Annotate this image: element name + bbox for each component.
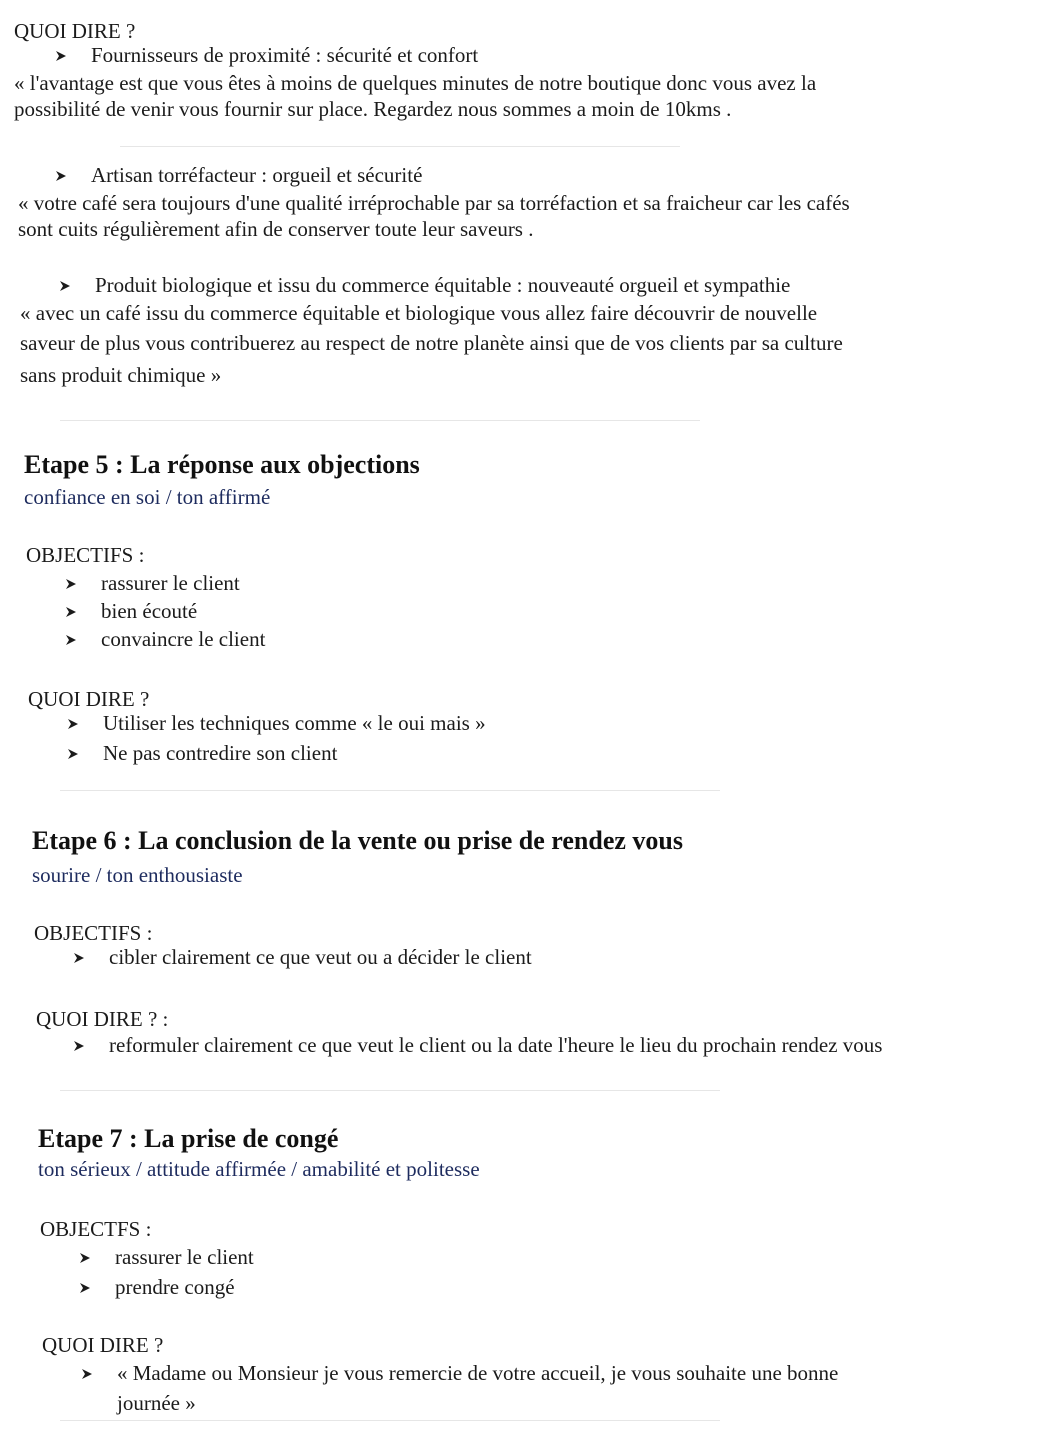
- arrow-bullet-icon: [80, 1283, 90, 1293]
- list-item-label: Fournisseurs de proximité : sécurité et confort: [91, 43, 479, 67]
- quoi-dire-heading: QUOI DIRE ?: [14, 19, 136, 43]
- bleed-through-line: [120, 146, 680, 147]
- list-item: [80, 1274, 235, 1300]
- arrow-bullet-icon: [60, 281, 70, 291]
- quote-line: « avec un café issu du commerce équitable et biologique vous allez faire découvrir de nouvelle: [20, 301, 818, 325]
- list-item-label: « Madame ou Monsieur je vous remercie de votre accueil, je vous souhaite une bonne: [117, 1361, 839, 1385]
- bleed-through-line: [60, 1420, 720, 1421]
- arrow-bullet-icon: [80, 1253, 90, 1263]
- list-item: [56, 162, 422, 188]
- bleed-through-line: [60, 420, 700, 421]
- list-item-label: rassurer le client: [101, 571, 240, 595]
- list-item: [66, 598, 197, 624]
- objectifs-heading: OBJECTIFS :: [26, 543, 145, 567]
- arrow-bullet-icon: [68, 719, 78, 729]
- arrow-bullet-icon: [66, 607, 76, 617]
- list-item-label: prendre congé: [115, 1275, 235, 1299]
- list-item-label: Ne pas contredire son client: [103, 741, 338, 765]
- quote-line: possibilité de venir vous fournir sur place. Regardez nous sommes a moin de 10kms .: [14, 97, 732, 121]
- list-item-label: reformuler clairement ce que veut le client ou la date l'heure le lieu du prochain rendez vous: [109, 1033, 883, 1057]
- list-item-label: rassurer le client: [115, 1245, 254, 1269]
- quote-line: saveur de plus vous contribuerez au respect de notre planète ainsi que de vos clients par sa culture: [20, 331, 843, 355]
- list-item-continuation: journée »: [117, 1391, 196, 1415]
- quoi-dire-heading: QUOI DIRE ?: [42, 1333, 164, 1357]
- list-item: [74, 944, 532, 970]
- section-subtitle: confiance en soi / ton affirmé: [24, 485, 271, 509]
- objectifs-heading: OBJECTIFS :: [34, 921, 153, 945]
- list-item: [66, 626, 265, 652]
- list-item-label: bien écouté: [101, 599, 198, 623]
- quoi-dire-heading: QUOI DIRE ?: [28, 687, 150, 711]
- arrow-bullet-icon: [56, 171, 66, 181]
- list-item: [66, 570, 240, 596]
- arrow-bullet-icon: [82, 1369, 92, 1379]
- section-title-etape-6: Etape 6 : La conclusion de la vente ou prise de rendez vous: [32, 826, 683, 855]
- list-item-label: Produit biologique et issu du commerce équitable : nouveauté orgueil et sympathie: [95, 273, 791, 297]
- list-item-label: convaincre le client: [101, 627, 266, 651]
- list-item: [74, 1032, 882, 1058]
- objectifs-heading: OBJECTFS :: [40, 1217, 152, 1241]
- list-item: [68, 710, 486, 736]
- bleed-through-line: [60, 1090, 720, 1091]
- quoi-dire-heading: QUOI DIRE ? :: [36, 1007, 169, 1031]
- bleed-through-line: [60, 790, 720, 791]
- list-item-label: Artisan torréfacteur : orgueil et sécurité: [91, 163, 423, 187]
- list-item: [80, 1244, 254, 1270]
- arrow-bullet-icon: [66, 635, 76, 645]
- list-item-label: cibler clairement ce que veut ou a décider le client: [109, 945, 532, 969]
- list-item: [68, 740, 337, 766]
- section-title-etape-5: Etape 5 : La réponse aux objections: [24, 450, 420, 479]
- list-item: [56, 42, 478, 68]
- quote-line: sans produit chimique »: [20, 363, 222, 387]
- section-subtitle: sourire / ton enthousiaste: [32, 863, 243, 887]
- list-item: [82, 1360, 838, 1386]
- arrow-bullet-icon: [74, 953, 84, 963]
- list-item-label: Utiliser les techniques comme « le oui mais »: [103, 711, 486, 735]
- arrow-bullet-icon: [74, 1041, 84, 1051]
- quote-line: sont cuits régulièrement afin de conserver toute leur saveurs .: [18, 217, 534, 241]
- arrow-bullet-icon: [68, 749, 78, 759]
- quote-line: « l'avantage est que vous êtes à moins de quelques minutes de notre boutique donc vous avez la: [14, 71, 817, 95]
- arrow-bullet-icon: [56, 51, 66, 61]
- list-item: [60, 272, 790, 298]
- section-title-etape-7: Etape 7 : La prise de congé: [38, 1124, 339, 1153]
- quote-line: « votre café sera toujours d'une qualité irréprochable par sa torréfaction et sa fraicheur car les cafés: [18, 191, 850, 215]
- section-subtitle: ton sérieux / attitude affirmée / amabilité et politesse: [38, 1157, 480, 1181]
- arrow-bullet-icon: [66, 579, 76, 589]
